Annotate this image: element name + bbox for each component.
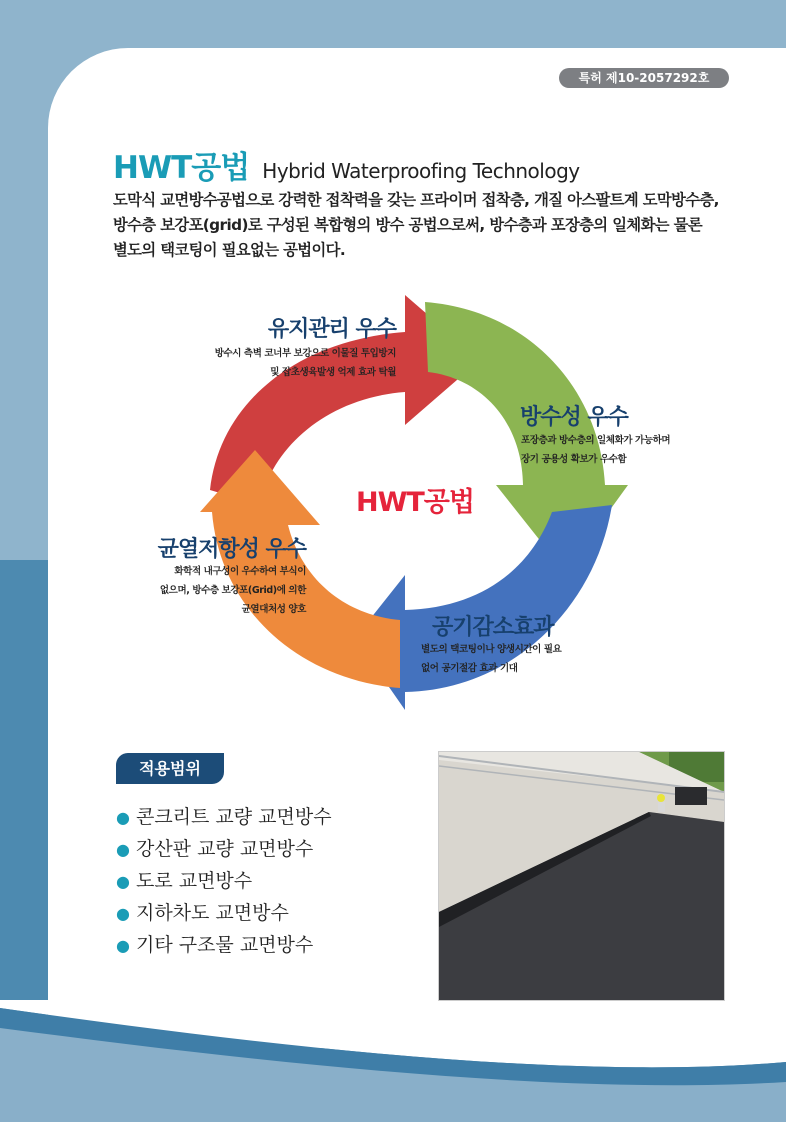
bullet-icon: ● <box>116 808 130 827</box>
feature-desc-line: 없으며, 방수층 보강포(Grid)에 의한 <box>159 585 306 596</box>
list-item <box>116 801 332 833</box>
feature-desc-line: 없어 공기절감 효과 기대 <box>421 663 518 674</box>
feature-desc-line: 장기 공용성 확보가 우수함 <box>521 454 627 465</box>
description-line: 도막식 교면방수공법으로 강력한 접착력을 갖는 프라이머 접착층, 개질 아스팔트계 도막방수층, <box>113 191 719 209</box>
feature-desc-crack-resistance <box>100 562 306 619</box>
bullet-icon: ● <box>116 904 130 923</box>
feature-desc-line: 균열대처성 양호 <box>241 604 306 615</box>
list-item-label: 도로 교면방수 <box>135 870 253 892</box>
feature-desc-maintenance <box>160 344 396 382</box>
list-item <box>116 929 332 961</box>
feature-title-crack-resistance: 균열저항성 우수 <box>157 537 306 562</box>
bullet-icon: ● <box>116 936 130 955</box>
scope-badge: 적용범위 <box>116 753 224 784</box>
construction-photo <box>438 751 725 1001</box>
feature-title-construction-time: 공기감소효과 <box>432 615 554 640</box>
description <box>113 188 733 263</box>
list-item <box>116 833 332 865</box>
list-item <box>116 897 332 929</box>
feature-desc-line: 화학적 내구성이 우수하여 부식이 <box>174 566 306 577</box>
feature-desc-line: 방수시 측벽 코너부 보강으로 이물질 투입방지 <box>214 348 396 359</box>
feature-desc-line: 별도의 택코팅이나 양생시간이 필요 <box>421 644 562 655</box>
bottom-wave <box>0 1000 786 1122</box>
list-item-label: 콘크리트 교량 교면방수 <box>135 806 332 828</box>
title-subtitle: Hybrid Waterproofing Technology <box>262 159 580 183</box>
feature-desc-line: 포장층과 방수층의 일체화가 가능하며 <box>521 435 671 446</box>
bullet-icon: ● <box>116 872 130 891</box>
title-main: HWT공법 <box>113 150 250 186</box>
list-item-label: 강산판 교량 교면방수 <box>135 838 314 860</box>
feature-title-waterproof: 방수성 우수 <box>520 405 628 430</box>
list-item <box>116 865 332 897</box>
feature-desc-line: 및 잡초생육발생 억제 효과 탁월 <box>270 367 396 378</box>
bullet-icon: ● <box>116 840 130 859</box>
scope-list <box>116 801 332 961</box>
feature-desc-waterproof <box>521 431 670 469</box>
list-item-label: 지하차도 교면방수 <box>135 902 289 924</box>
feature-title-maintenance: 유지관리 우수 <box>267 317 396 342</box>
description-line: 별도의 택코팅이 필요없는 공법이다. <box>113 241 346 259</box>
page-title <box>113 142 580 187</box>
cycle-center-label: HWT공법 <box>356 487 474 518</box>
feature-desc-construction-time <box>421 640 561 678</box>
patent-badge: 특허 제10-2057292호 <box>559 68 729 88</box>
description-line: 방수층 보강포(grid)로 구성된 복합형의 방수 공법으로써, 방수층과 포장층의 일체화는 물론 <box>113 216 702 234</box>
list-item-label: 기타 구조물 교면방수 <box>135 934 314 956</box>
